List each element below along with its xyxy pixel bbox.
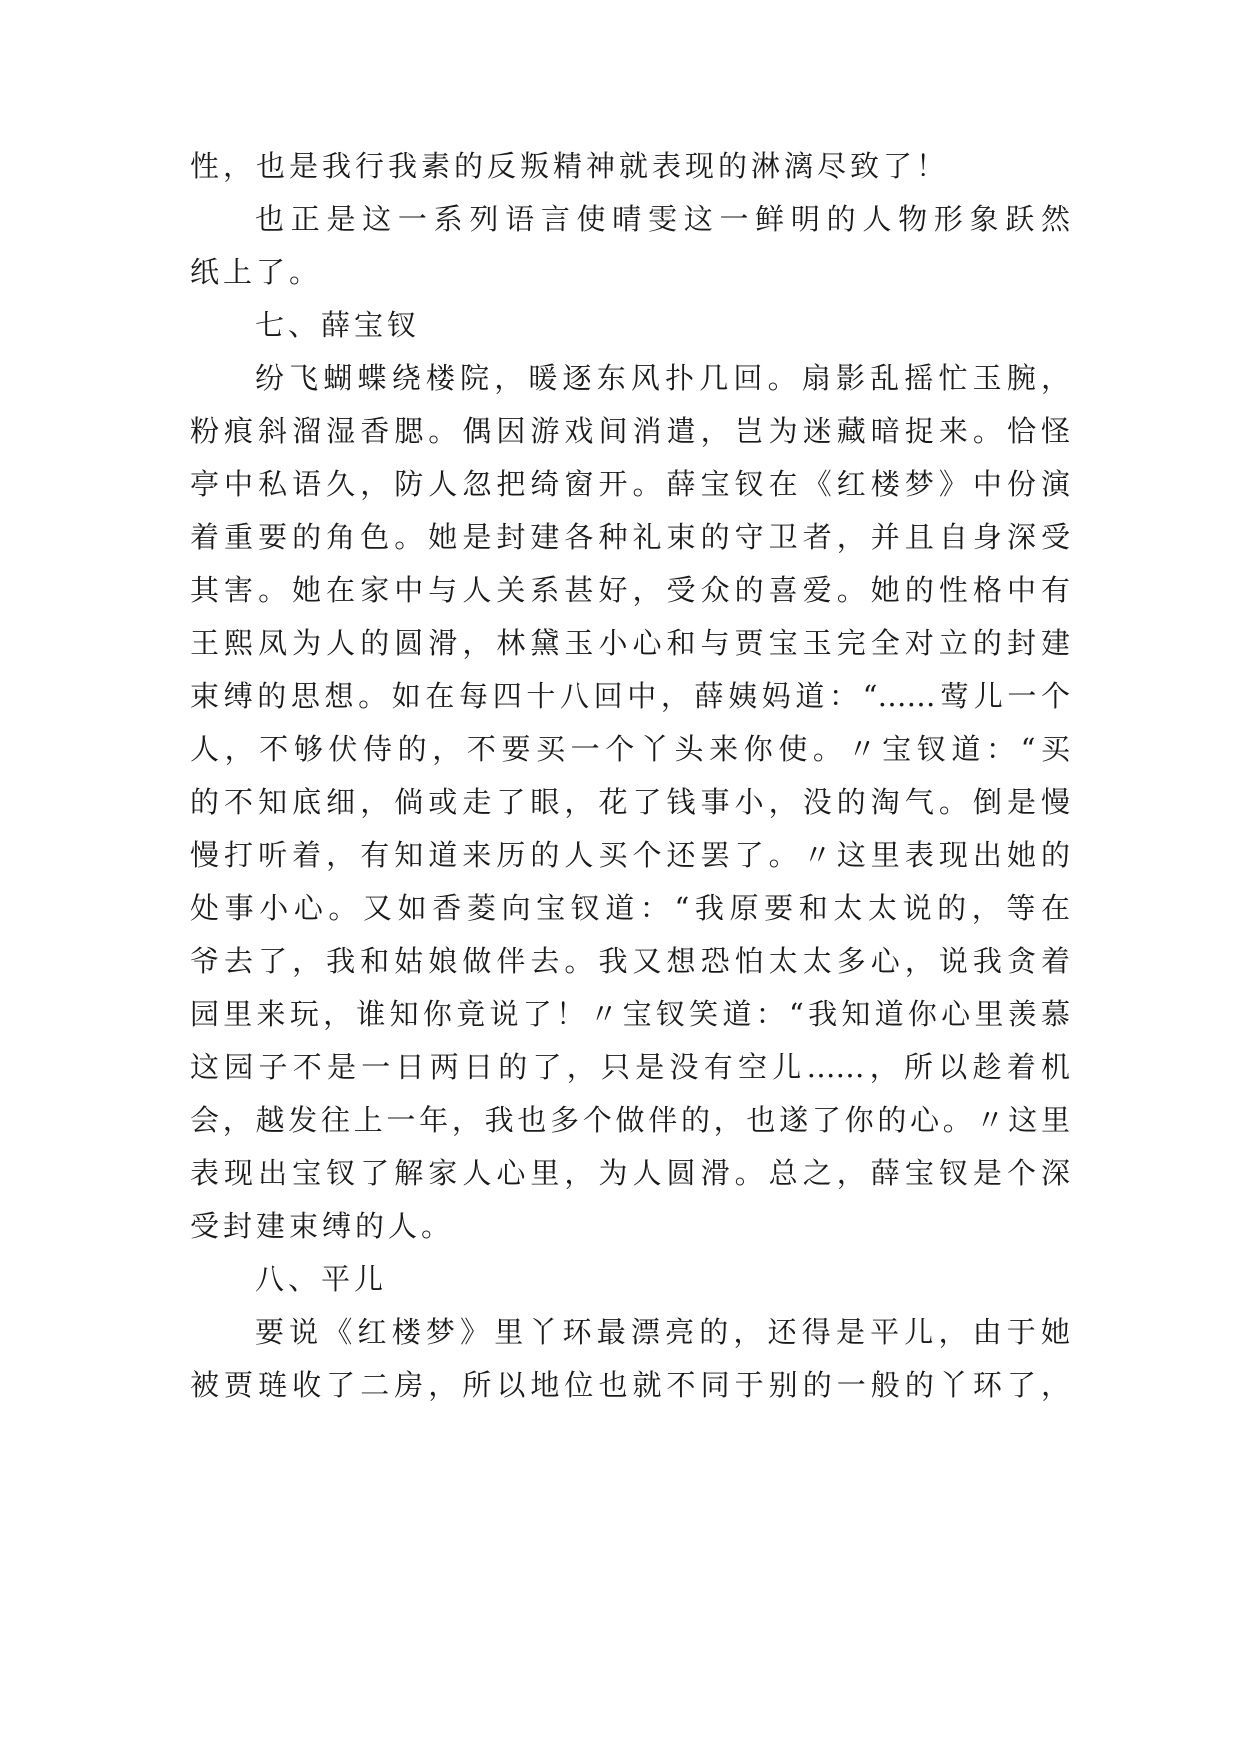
text-line-18: 这园子不是一日两日的了，只是没有空儿……，所以趁着机: [190, 1050, 1070, 1084]
text-line-1: 性，也是我行我素的反叛精神就表现的淋漓尽致了！: [190, 149, 950, 183]
text-line-10: 王熙凤为人的圆滑，林黛玉小心和与贾宝玉完全对立的封建: [190, 626, 1070, 660]
text-line-23: 要说《红楼梦》里丫环最漂亮的，还得是平儿，由于她: [255, 1315, 1070, 1349]
text-line-12: 人，不够伏侍的，不要买一个丫头来你使。〃宝钗道：“买: [190, 732, 1070, 766]
section-heading-ping-er: 八、平儿: [255, 1262, 388, 1296]
text-line-11: 束缚的思想。如在每四十八回中，薛姨妈道：“……莺儿一个: [190, 679, 1070, 713]
text-line-16: 爷去了，我和姑娘做伴去。我又想恐怕太太多心，说我贪着: [190, 944, 1070, 978]
section-heading-xue-baochai: 七、薛宝钗: [255, 308, 421, 342]
text-line-14: 慢打听着，有知道来历的人买个还罢了。〃这里表现出她的: [190, 838, 1070, 872]
text-line-15: 处事小心。又如香菱向宝钗道：“我原要和太太说的，等在: [190, 891, 1070, 925]
text-line-5: 纷飞蝴蝶绕楼院，暖逐东风扑几回。扇影乱摇忙玉腕，: [255, 361, 1070, 395]
text-line-20: 表现出宝钗了解家人心里，为人圆滑。总之，薛宝钗是个深: [190, 1156, 1070, 1190]
text-line-13: 的不知底细，倘或走了眼，花了钱事小，没的淘气。倒是慢: [190, 785, 1070, 819]
text-line-2: 也正是这一系列语言使晴雯这一鲜明的人物形象跃然: [255, 202, 1070, 236]
text-line-6: 粉痕斜溜湿香腮。偶因游戏间消遣，岂为迷藏暗捉来。恰怪: [190, 414, 1070, 448]
text-line-21: 受封建束缚的人。: [190, 1209, 455, 1243]
text-line-8: 着重要的角色。她是封建各种礼束的守卫者，并且自身深受: [190, 520, 1070, 554]
text-line-9: 其害。她在家中与人关系甚好，受众的喜爱。她的性格中有: [190, 573, 1070, 607]
text-line-17: 园里来玩，谁知你竟说了！〃宝钗笑道：“我知道你心里羡慕: [190, 997, 1070, 1031]
text-line-7: 亭中私语久，防人忽把绮窗开。薛宝钗在《红楼梦》中份演: [190, 467, 1070, 501]
text-line-19: 会，越发往上一年，我也多个做伴的，也遂了你的心。〃这里: [190, 1103, 1070, 1137]
text-line-24: 被贾琏收了二房，所以地位也就不同于别的一般的丫环了，: [190, 1368, 1070, 1402]
text-line-3: 纸上了。: [190, 255, 323, 289]
